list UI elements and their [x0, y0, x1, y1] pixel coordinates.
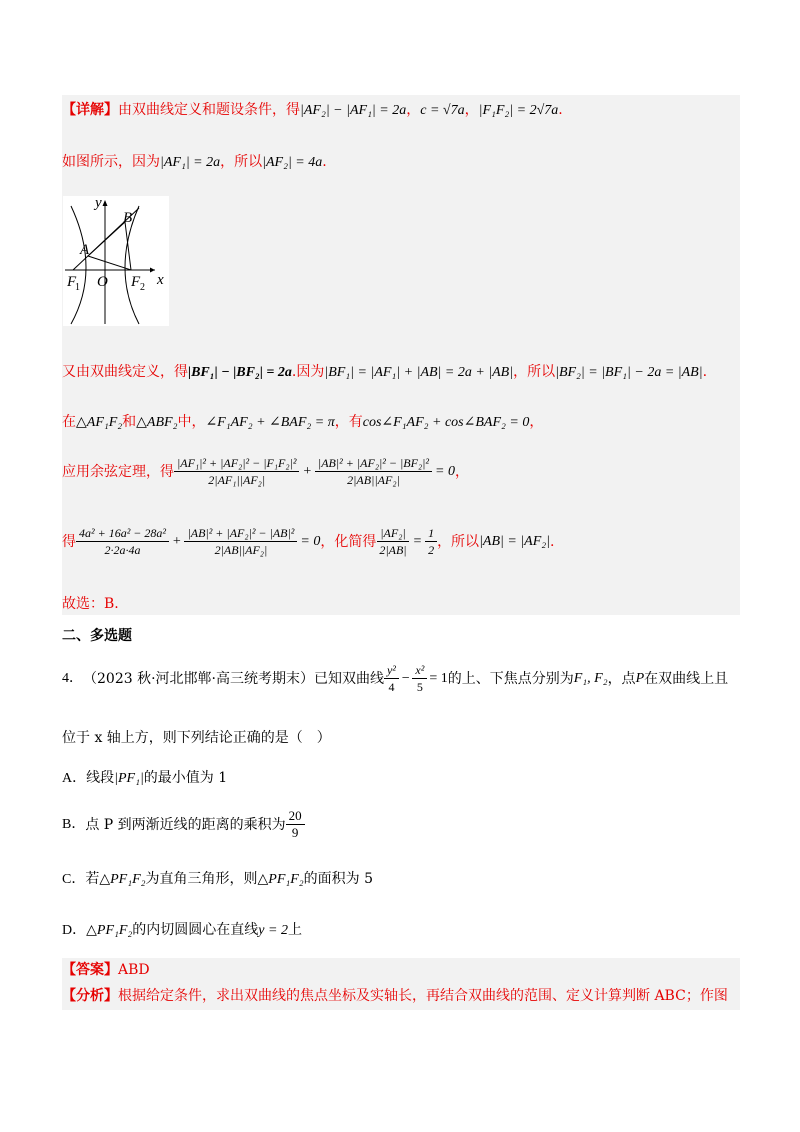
fraction-numerator: |AB|² + |AF₂|² − |AB|² — [184, 525, 297, 542]
option-d — [62, 920, 302, 941]
fraction-numerator: |AF₁|² + |AF₂|² − |F₁F₂|² — [174, 455, 299, 472]
period: . — [702, 364, 708, 380]
detail-text: 得 — [62, 533, 76, 550]
section-title: 二、多选题 — [62, 628, 132, 644]
segment-pf1: |PF₁| — [114, 771, 144, 786]
foci-symbols: F₁, F₂ — [573, 670, 608, 686]
triangle-af1f2: △AF₁F₂ — [76, 415, 123, 430]
line-a-f2 — [88, 256, 131, 270]
option-text: 上 — [287, 922, 302, 938]
fraction-denominator: 2 — [428, 543, 435, 557]
f1-subscript: 1 — [75, 282, 80, 293]
option-text: 的最小值为 1 — [143, 770, 228, 786]
fraction-numerator: 4a² + 16a² − 28a² — [76, 525, 169, 542]
separator: ， — [464, 102, 479, 118]
option-c — [62, 869, 373, 890]
answer-value: ABD — [118, 962, 150, 978]
cos-sum: cos∠F₁AF₂ + cos∠BAF₂ = 0 — [362, 415, 530, 430]
minus-sign: − — [400, 670, 411, 686]
plus-sign: + — [302, 463, 312, 479]
fraction-numerator: |AB|² + |AF₂|² − |BF₂|² — [315, 455, 432, 472]
separator: ， — [406, 102, 421, 118]
fraction-denominator: 4 — [388, 680, 395, 694]
fraction-numerator: y² — [384, 662, 399, 679]
detail-text: 应用余弦定理，得 — [62, 463, 174, 480]
f1-label: F — [67, 274, 77, 290]
detail-text: 又由双曲线定义，得 — [62, 364, 188, 380]
option-label: D． — [62, 923, 87, 938]
detail-text: ，所以 — [220, 154, 263, 170]
formula-ab-af2: |AB| = |AF₂| — [479, 533, 550, 549]
question-line-1 — [62, 662, 728, 695]
question-line-2: 位于 x 轴上方，则下列结论正确的是（ ） — [62, 730, 331, 746]
option-text: 点 P 到两渐近线的距离的乘积为 — [85, 816, 286, 833]
detail-line-1 — [62, 100, 563, 121]
plus-sign: + — [172, 533, 182, 549]
option-label: A． — [62, 771, 87, 786]
fraction-denominator: 5 — [416, 680, 423, 694]
question-text: 在双曲线上且 — [644, 670, 729, 687]
hyperbola-figure — [63, 196, 169, 326]
point-a-label: A — [80, 242, 90, 258]
fraction-numerator: x² — [412, 662, 427, 679]
equals-zero: = 0 — [300, 533, 321, 549]
fraction-numerator: 1 — [425, 525, 437, 542]
fraction-denominator: 2|AF₁||AF₂| — [208, 473, 266, 487]
detail-text: 中， — [177, 414, 206, 430]
origin-label: O — [97, 274, 108, 290]
cosine-fraction-2 — [315, 455, 432, 488]
detail-line-6 — [62, 525, 554, 558]
angle-sum: ∠F₁AF₂ + ∠BAF₂ = π — [205, 415, 335, 430]
equation-x-term — [412, 662, 427, 695]
analysis-text: 根据给定条件，求出双曲线的焦点坐标及实轴长，再结合双曲线的范围、定义计算判断 ABC；作图 — [118, 988, 728, 1004]
fraction-denominator: 2·2a·4a — [104, 543, 141, 557]
detail-text: 由双曲线定义和题设条件，得 — [118, 102, 300, 118]
detail-line-5 — [62, 455, 469, 488]
formula-bf1: |BF₁| = |AF₁| + |AB| = 2a + |AB| — [324, 365, 514, 380]
equation-rhs: = 1 — [429, 670, 448, 686]
x-axis-arrow — [150, 268, 155, 273]
comma: ， — [454, 463, 469, 480]
option-text: 为直角三角形，则 — [145, 871, 258, 887]
detail-tag: 【详解】 — [62, 102, 118, 118]
answer-line — [62, 960, 150, 980]
detail-text: 在 — [62, 414, 76, 430]
fraction-denominator: 2|AB||AF₂| — [347, 473, 400, 487]
substituted-fraction-1 — [76, 525, 169, 558]
detail-text: ，所以 — [513, 364, 556, 380]
fraction-numerator: 20 — [286, 808, 305, 825]
y-label: y — [95, 196, 102, 211]
formula-af1: |AF₁| = 2a — [160, 155, 221, 170]
fraction-denominator: 2|AB||AF₂| — [214, 543, 268, 557]
triangle-abf2: △ABF₂ — [136, 415, 178, 430]
fraction-20-9 — [286, 808, 305, 841]
triangle-pf1f2: △PF₁F₂ — [86, 923, 133, 938]
option-a — [62, 768, 227, 789]
detail-line-3 — [62, 362, 707, 383]
period: . — [558, 102, 563, 118]
formula-af2-af1: |AF₂| − |AF₁| = 2a — [300, 103, 407, 118]
detail-line-2 — [62, 152, 327, 173]
point-p: P — [635, 670, 645, 686]
y-axis-arrow — [103, 200, 108, 206]
cosine-fraction-1 — [174, 455, 299, 488]
option-text: 线段 — [86, 770, 115, 786]
detail-text: 和 — [122, 414, 137, 430]
option-text: 的面积为 5 — [303, 871, 374, 887]
detail-line-4 — [62, 412, 543, 433]
period: . — [322, 154, 327, 170]
option-label: B． — [62, 816, 86, 832]
equals-sign: = — [412, 533, 423, 549]
line-y2: y = 2 — [258, 923, 288, 938]
option-label: C． — [62, 872, 86, 887]
triangle-pf1f2: △PF₁F₂ — [99, 872, 146, 887]
detail-text: ，所以 — [437, 533, 480, 550]
formula-af2: |AF₂| = 4a — [262, 155, 323, 170]
hyperbola-diagram — [63, 196, 169, 326]
detail-text: 如图所示，因为 — [62, 154, 160, 170]
analysis-line — [62, 986, 728, 1006]
point-b-label: B — [123, 210, 133, 226]
conclusion: 故选：B. — [62, 596, 119, 612]
question-source: （2023 秋·河北邯郸·高三统考期末）已知双曲线 — [83, 670, 384, 687]
question-text: 的上、下焦点分别为 — [447, 670, 574, 687]
comma: ， — [529, 414, 544, 430]
one-half — [425, 525, 437, 558]
equation-y-term — [384, 662, 399, 695]
analysis-tag: 【分析】 — [62, 988, 118, 1004]
f2-label: F — [131, 274, 141, 290]
equals-zero: = 0 — [435, 463, 455, 479]
formula-bf1-bf2: |BF₁| − |BF₂| = 2a — [188, 365, 292, 380]
f2-subscript: 2 — [140, 282, 145, 293]
line-a-b — [88, 222, 125, 256]
answer-tag: 【答案】 — [62, 962, 118, 978]
substituted-fraction-2 — [184, 525, 297, 558]
question-number: 4． — [62, 670, 83, 686]
period: . — [549, 533, 555, 550]
detail-text: ，有 — [334, 414, 363, 430]
question-text: ，点 — [607, 670, 636, 687]
formula-f1f2: |F₁F₂| = 2√7a — [478, 103, 559, 118]
detail-text: .因为 — [291, 364, 325, 380]
formula-c: c = √7a — [420, 103, 465, 118]
detail-text: ，化简得 — [320, 533, 377, 550]
fraction-numerator: |AF₂| — [377, 525, 408, 542]
x-label: x — [157, 272, 164, 288]
formula-bf2: |BF₂| = |BF₁| − 2a = |AB| — [555, 365, 703, 380]
option-text: 若 — [85, 871, 100, 887]
simplified-fraction — [376, 525, 409, 558]
fraction-denominator: 2|AB| — [379, 543, 407, 557]
triangle-pf1f2: △PF₁F₂ — [257, 872, 304, 887]
option-text: 的内切圆圆心在直线 — [132, 922, 259, 938]
option-b — [62, 808, 305, 841]
fraction-denominator: 9 — [291, 825, 299, 840]
